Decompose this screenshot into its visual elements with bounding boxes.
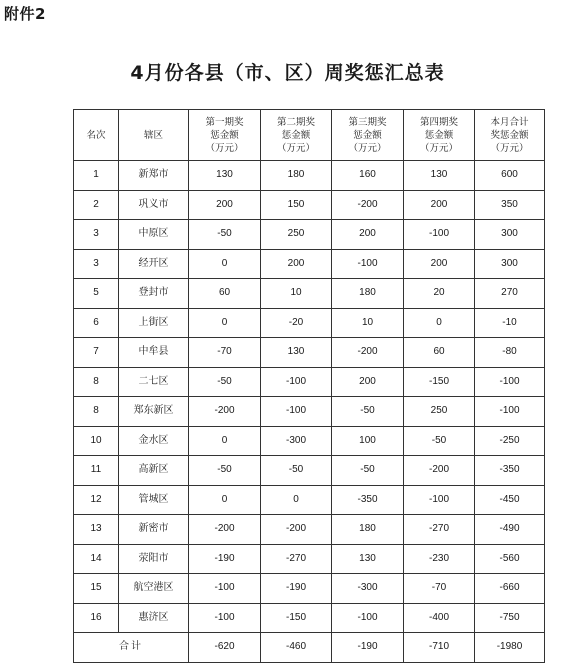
column-header-line: 辖区 <box>143 129 163 141</box>
rank-cell: 3 <box>74 249 119 279</box>
column-header-line: （万元） <box>348 142 387 154</box>
rank-cell: 6 <box>74 308 119 338</box>
amount-cell: -200 <box>332 190 404 220</box>
column-header-line: 惩金额 <box>424 129 454 141</box>
amount-cell: -270 <box>261 544 332 574</box>
amount-cell: -70 <box>189 338 261 368</box>
summary-table <box>73 109 545 663</box>
district-cell: 金水区 <box>119 426 189 456</box>
amount-cell: 250 <box>404 397 475 427</box>
amount-cell: -190 <box>261 574 332 604</box>
amount-cell: -660 <box>475 574 545 604</box>
district-cell: 上街区 <box>119 308 189 338</box>
total-amount-cell: -190 <box>332 633 404 663</box>
amount-cell: 180 <box>261 161 332 191</box>
table-row <box>74 485 545 515</box>
column-header-line: 第二期奖 <box>276 116 315 128</box>
column-header-line: （万元） <box>205 142 244 154</box>
total-label: 合计 <box>74 633 189 663</box>
table-row <box>74 544 545 574</box>
table-row <box>74 308 545 338</box>
amount-cell: -50 <box>332 397 404 427</box>
district-cell: 经开区 <box>119 249 189 279</box>
amount-cell: -200 <box>332 338 404 368</box>
amount-cell: 0 <box>189 426 261 456</box>
table-row <box>74 338 545 368</box>
amount-cell: -100 <box>189 603 261 633</box>
amount-cell: -450 <box>475 485 545 515</box>
total-amount-cell: -710 <box>404 633 475 663</box>
amount-cell: 10 <box>332 308 404 338</box>
table-row <box>74 161 545 191</box>
amount-cell: 130 <box>261 338 332 368</box>
column-header-line: 惩金额 <box>210 129 239 141</box>
table-row <box>74 279 545 309</box>
column-header-line: 第一期奖 <box>205 116 244 128</box>
amount-cell: 0 <box>404 308 475 338</box>
amount-cell: 600 <box>475 161 545 191</box>
rank-cell: 2 <box>74 190 119 220</box>
amount-cell: -230 <box>404 544 475 574</box>
district-cell: 荥阳市 <box>119 544 189 574</box>
amount-cell: 20 <box>404 279 475 309</box>
rank-cell: 14 <box>74 544 119 574</box>
total-row <box>74 633 545 663</box>
column-header-line: 惩金额 <box>353 129 382 141</box>
amount-cell: 200 <box>404 249 475 279</box>
district-cell: 新密市 <box>119 515 189 545</box>
column-header <box>261 110 332 161</box>
amount-cell: 130 <box>404 161 475 191</box>
rank-cell: 16 <box>74 603 119 633</box>
table-row <box>74 220 545 250</box>
amount-cell: -270 <box>404 515 475 545</box>
amount-cell: 200 <box>332 367 404 397</box>
amount-cell: 60 <box>189 279 261 309</box>
amount-cell: -50 <box>404 426 475 456</box>
column-header-line: 奖惩金额 <box>490 129 529 141</box>
page-title: 4月份各县（市、区）周奖惩汇总表 <box>130 62 445 84</box>
rank-cell: 3 <box>74 220 119 250</box>
district-cell: 郑东新区 <box>119 397 189 427</box>
amount-cell: -560 <box>475 544 545 574</box>
amount-cell: -80 <box>475 338 545 368</box>
amount-cell: 100 <box>332 426 404 456</box>
amount-cell: -20 <box>261 308 332 338</box>
rank-cell: 7 <box>74 338 119 368</box>
amount-cell: -50 <box>189 456 261 486</box>
amount-cell: 180 <box>332 279 404 309</box>
amount-cell: -200 <box>189 515 261 545</box>
amount-cell: -150 <box>404 367 475 397</box>
amount-cell: -70 <box>404 574 475 604</box>
amount-cell: -300 <box>332 574 404 604</box>
amount-cell: 0 <box>189 308 261 338</box>
amount-cell: -100 <box>404 485 475 515</box>
amount-cell: -50 <box>189 220 261 250</box>
amount-cell: 60 <box>404 338 475 368</box>
column-header <box>189 110 261 161</box>
amount-cell: -350 <box>332 485 404 515</box>
district-cell: 航空港区 <box>119 574 189 604</box>
amount-cell: 200 <box>189 190 261 220</box>
district-cell: 惠济区 <box>119 603 189 633</box>
rank-cell: 10 <box>74 426 119 456</box>
amount-cell: -100 <box>189 574 261 604</box>
amount-cell: 130 <box>189 161 261 191</box>
amount-cell: -100 <box>261 367 332 397</box>
amount-cell: 180 <box>332 515 404 545</box>
amount-cell: 160 <box>332 161 404 191</box>
district-cell: 高新区 <box>119 456 189 486</box>
amount-cell: 350 <box>475 190 545 220</box>
amount-cell: 130 <box>332 544 404 574</box>
amount-cell: 200 <box>261 249 332 279</box>
rank-cell: 12 <box>74 485 119 515</box>
amount-cell: 270 <box>475 279 545 309</box>
amount-cell: -100 <box>475 367 545 397</box>
amount-cell: 200 <box>332 220 404 250</box>
table-row <box>74 574 545 604</box>
amount-cell: -490 <box>475 515 545 545</box>
table-row <box>74 249 545 279</box>
total-amount-cell: -620 <box>189 633 261 663</box>
rank-cell: 1 <box>74 161 119 191</box>
amount-cell: -10 <box>475 308 545 338</box>
amount-cell: 300 <box>475 249 545 279</box>
table-header-row <box>74 110 545 161</box>
table-row <box>74 397 545 427</box>
column-header <box>119 110 189 161</box>
amount-cell: -200 <box>189 397 261 427</box>
amount-cell: -100 <box>475 397 545 427</box>
amount-cell: -50 <box>261 456 332 486</box>
amount-cell: 0 <box>189 249 261 279</box>
amount-cell: -300 <box>261 426 332 456</box>
rank-cell: 8 <box>74 367 119 397</box>
amount-cell: 300 <box>475 220 545 250</box>
district-cell: 登封市 <box>119 279 189 309</box>
column-header <box>404 110 475 161</box>
amount-cell: -100 <box>404 220 475 250</box>
district-cell: 新郑市 <box>119 161 189 191</box>
district-cell: 二七区 <box>119 367 189 397</box>
amount-cell: -200 <box>404 456 475 486</box>
column-header-line: （万元） <box>419 142 458 154</box>
rank-cell: 13 <box>74 515 119 545</box>
column-header <box>475 110 545 161</box>
amount-cell: -150 <box>261 603 332 633</box>
table-body <box>74 161 545 663</box>
district-cell: 中牟县 <box>119 338 189 368</box>
amount-cell: -250 <box>475 426 545 456</box>
column-header-line: 名次 <box>86 129 106 141</box>
rank-cell: 5 <box>74 279 119 309</box>
rank-cell: 8 <box>74 397 119 427</box>
table-row <box>74 426 545 456</box>
column-header-line: （万元） <box>276 142 315 154</box>
amount-cell: 200 <box>404 190 475 220</box>
table-row <box>74 190 545 220</box>
amount-cell: -200 <box>261 515 332 545</box>
amount-cell: -50 <box>189 367 261 397</box>
amount-cell: 0 <box>189 485 261 515</box>
amount-cell: -750 <box>475 603 545 633</box>
table-row <box>74 515 545 545</box>
amount-cell: -190 <box>189 544 261 574</box>
rank-cell: 11 <box>74 456 119 486</box>
amount-cell: 0 <box>261 485 332 515</box>
table-row <box>74 456 545 486</box>
amount-cell: 10 <box>261 279 332 309</box>
district-cell: 管城区 <box>119 485 189 515</box>
amount-cell: 250 <box>261 220 332 250</box>
table-row <box>74 603 545 633</box>
column-header-line: 第三期奖 <box>348 116 387 128</box>
total-amount-cell: -460 <box>261 633 332 663</box>
table-row <box>74 367 545 397</box>
amount-cell: -50 <box>332 456 404 486</box>
column-header <box>332 110 404 161</box>
column-header-line: 本月合计 <box>490 116 529 128</box>
amount-cell: -400 <box>404 603 475 633</box>
amount-cell: -350 <box>475 456 545 486</box>
column-header <box>74 110 119 161</box>
amount-cell: -100 <box>261 397 332 427</box>
column-header-line: 惩金额 <box>281 129 311 141</box>
total-amount-cell: -1980 <box>475 633 545 663</box>
district-cell: 中原区 <box>119 220 189 250</box>
rank-cell: 15 <box>74 574 119 604</box>
column-header-line: （万元） <box>490 142 529 154</box>
amount-cell: -100 <box>332 249 404 279</box>
amount-cell: -100 <box>332 603 404 633</box>
district-cell: 巩义市 <box>119 190 189 220</box>
amount-cell: 150 <box>261 190 332 220</box>
attachment-label: 附件2 <box>4 5 46 23</box>
column-header-line: 第四期奖 <box>419 116 458 128</box>
